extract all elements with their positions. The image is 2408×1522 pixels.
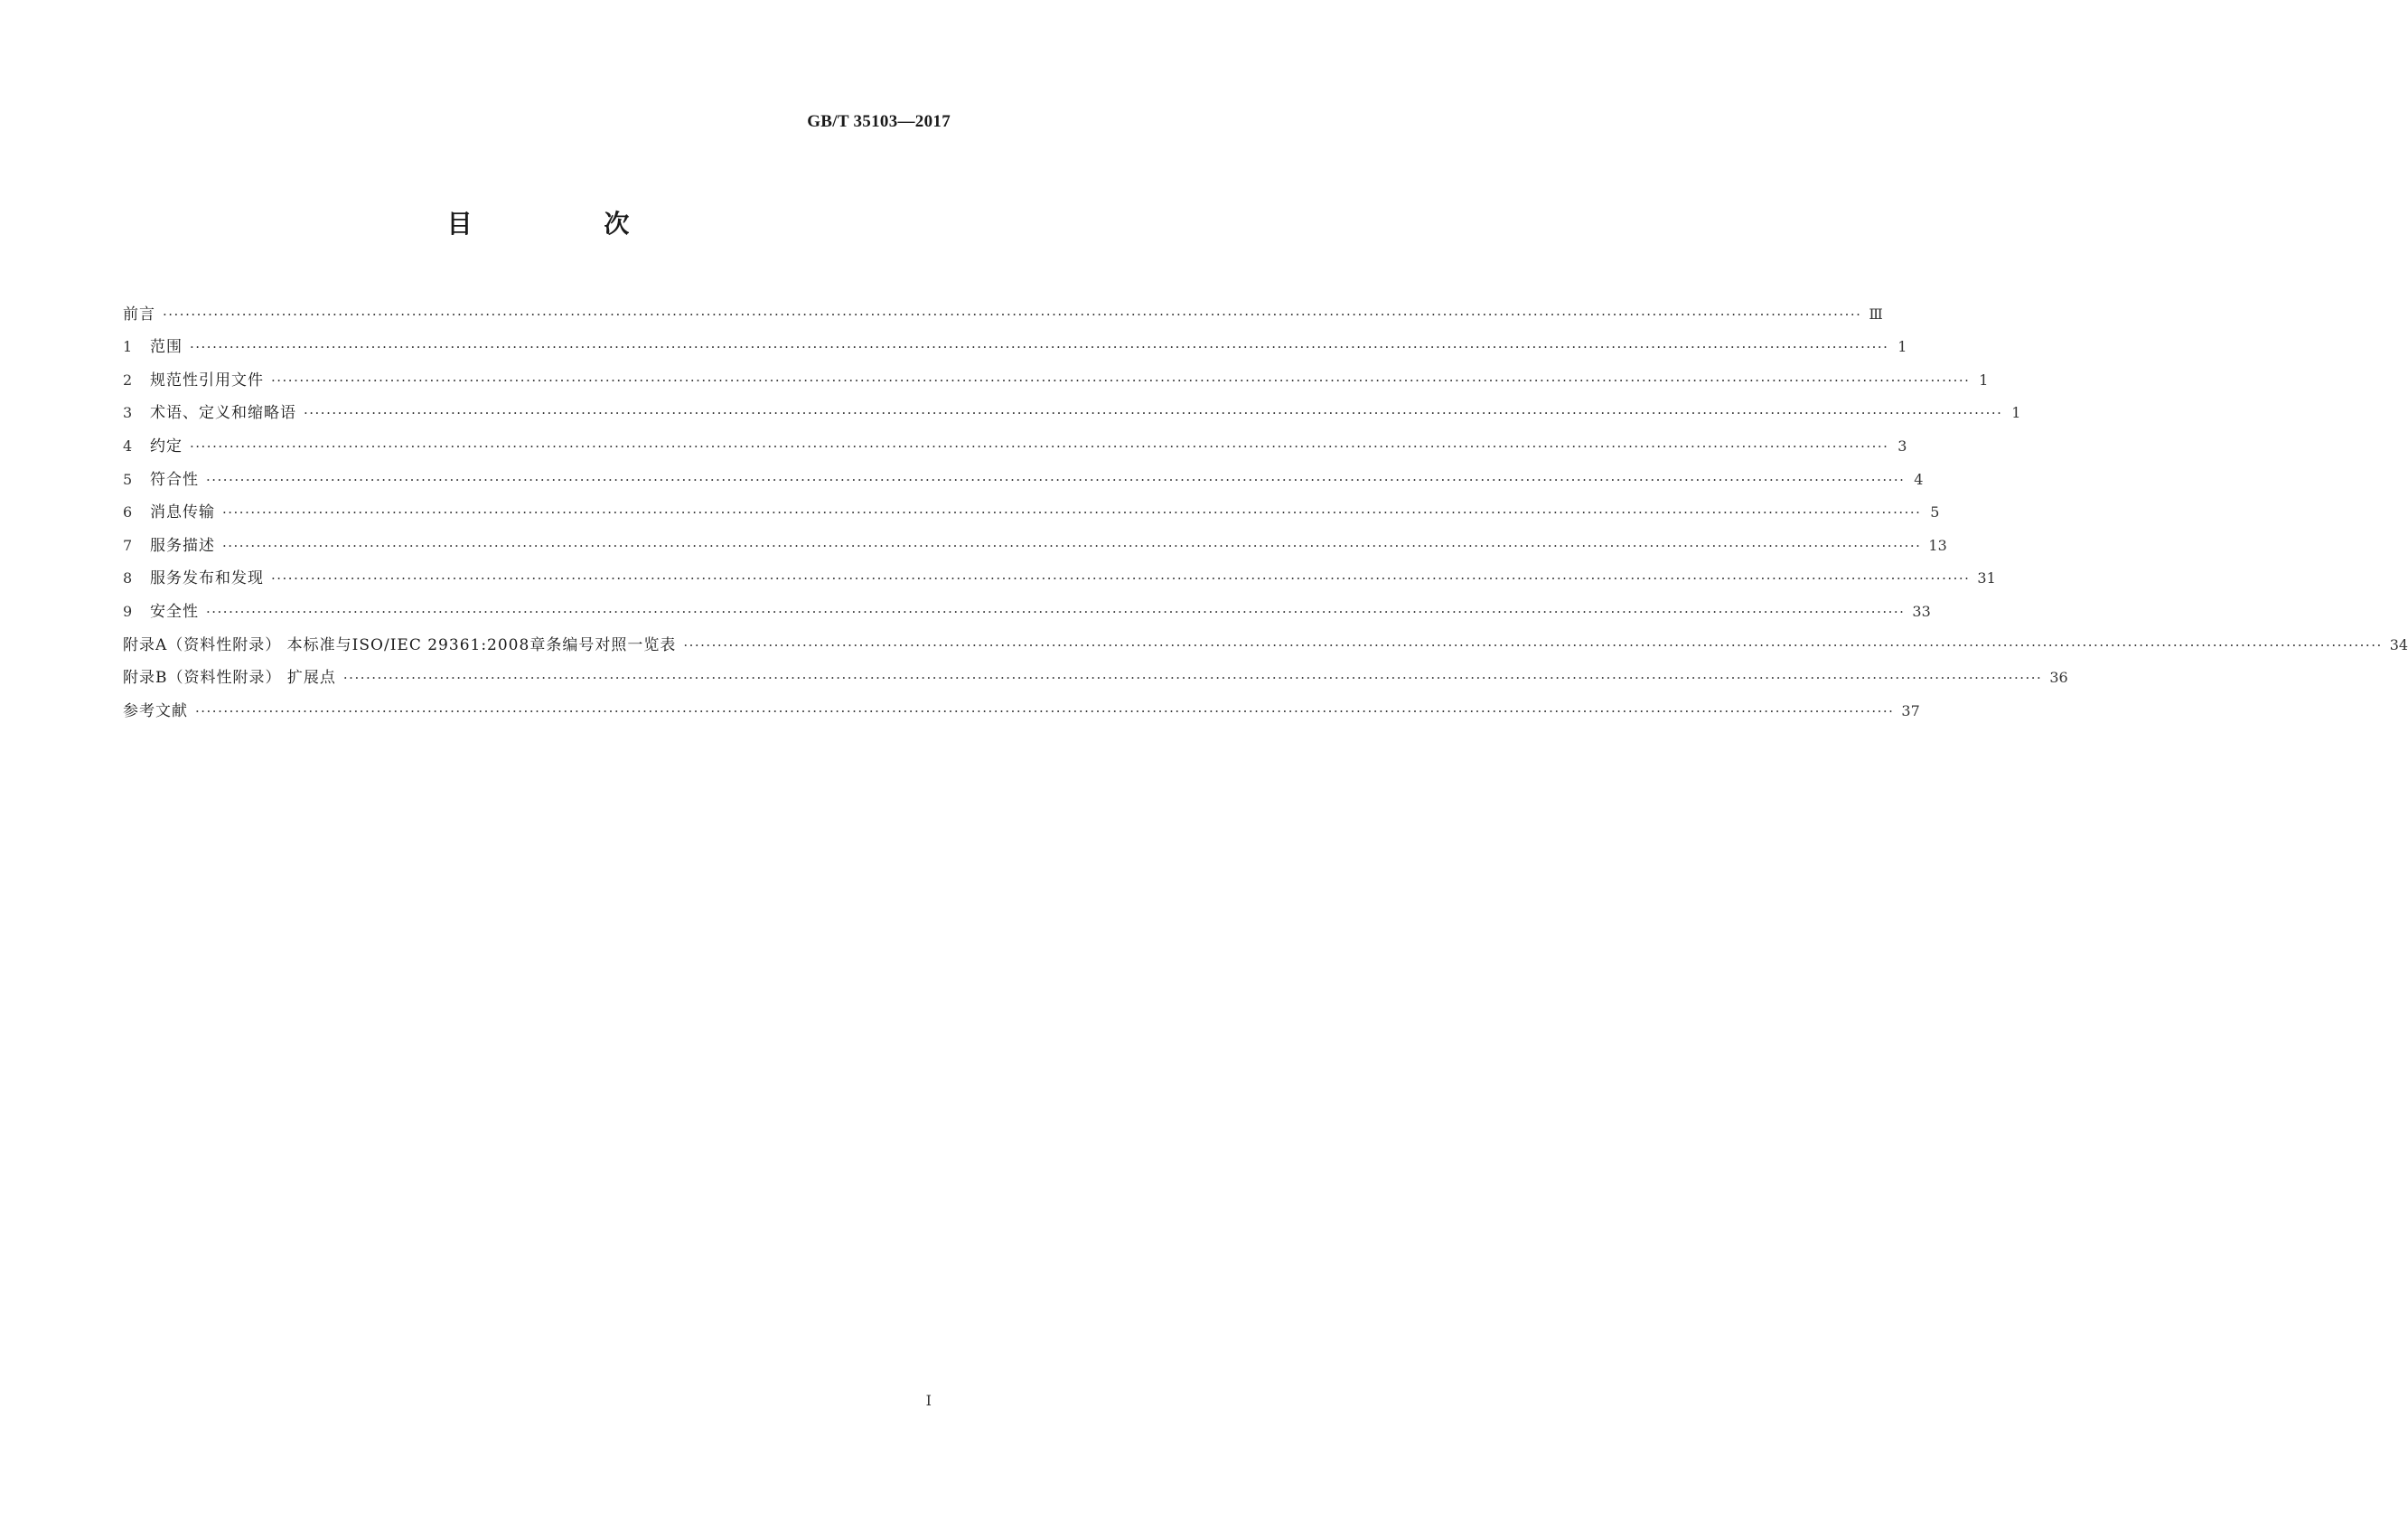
- toc-entry[interactable]: [123, 490, 1940, 523]
- toc-entry-label: [123, 403, 296, 423]
- toc-entry-label: [123, 602, 199, 622]
- toc-entry-title: 消息传输: [150, 503, 215, 522]
- toc-entry[interactable]: [123, 456, 1924, 490]
- toc-entry-label: [123, 470, 199, 490]
- dot-leader: ············································································································································································································································································································: [163, 305, 1862, 323]
- toc-entry-title: 安全性: [150, 602, 199, 621]
- toc-entry-title: 符合性: [150, 470, 199, 489]
- dot-leader: ············································································································································································································································································································: [195, 702, 1895, 719]
- toc-entry[interactable]: [123, 423, 1907, 456]
- toc-entry[interactable]: [123, 655, 2068, 689]
- dot-leader: ············································································································································································································································································································: [342, 670, 2043, 687]
- toc-entry-page: 34: [2389, 635, 2408, 653]
- toc-entry-number: 6: [123, 503, 133, 521]
- toc-entry-label: [123, 536, 215, 556]
- toc-entry-label: [123, 503, 215, 522]
- toc-entry-title: 术语、定义和缩略语: [150, 404, 296, 423]
- toc-entry[interactable]: [123, 291, 1883, 324]
- toc-entry-page: Ⅲ: [1869, 305, 1883, 323]
- dot-leader: ············································································································································································································································································································: [206, 603, 1906, 620]
- toc-entry-page: 37: [1901, 701, 1920, 719]
- toc-entry-page: 33: [1912, 602, 1931, 620]
- toc-entry-title: 规范性引用文件: [150, 371, 264, 390]
- toc-entry-label: [123, 305, 155, 324]
- toc-entry-title: 附录A（资料性附录） 本标准与ISO/IEC 29361:2008章条编号对照一览表: [123, 635, 677, 654]
- toc-entry-label: [123, 337, 183, 357]
- toc-entry-number: 5: [123, 470, 133, 488]
- toc-entry-title: 服务描述: [150, 536, 215, 555]
- toc-entry[interactable]: [123, 688, 1920, 721]
- dot-leader: ············································································································································································································································································································: [222, 504, 1922, 521]
- toc-entry[interactable]: [123, 390, 2021, 424]
- toc-entry-page: 4: [1914, 470, 1924, 488]
- dot-leader: ············································································································································································································································································································: [683, 636, 2383, 653]
- toc-entry-page: 1: [1979, 371, 1989, 389]
- toc-entry-label: [123, 668, 336, 688]
- toc-entry-page: 13: [1928, 536, 1947, 554]
- toc-entry-page: 1: [2011, 404, 2021, 422]
- dot-leader: ············································································································································································································································································································: [190, 339, 1889, 356]
- toc-entry-page: 3: [1897, 437, 1907, 455]
- page-number: I: [925, 1392, 932, 1409]
- toc-entry[interactable]: [123, 357, 1989, 390]
- standard-number: GB/T 35103—2017: [807, 112, 951, 131]
- toc-entry-number: 4: [123, 437, 133, 455]
- dot-leader: ············································································································································································································································································································: [271, 371, 1971, 389]
- toc-entry-page: 5: [1930, 503, 1940, 521]
- toc-entry-title: 附录B（资料性附录） 扩展点: [123, 669, 336, 688]
- toc-entry-label: [123, 701, 188, 721]
- toc-entry[interactable]: [123, 522, 1947, 556]
- toc-entry[interactable]: [123, 556, 1996, 589]
- toc-entry-title: 前言: [123, 305, 155, 324]
- toc-entry-title: 服务发布和发现: [150, 569, 264, 588]
- toc-entry-number: 3: [123, 404, 133, 422]
- dot-leader: ············································································································································································································································································································: [206, 471, 1906, 488]
- dot-leader: ············································································································································································································································································································: [190, 437, 1889, 455]
- toc-entry-title: 参考文献: [123, 701, 188, 720]
- toc-entry[interactable]: [123, 588, 1931, 622]
- toc-entry-number: 9: [123, 602, 133, 620]
- toc-entry-label: [123, 371, 264, 390]
- toc-entry-page: 36: [2049, 669, 2068, 687]
- toc-entry-label: [123, 635, 676, 655]
- toc-entry[interactable]: [123, 324, 1907, 358]
- toc-entry-title: 范围: [150, 338, 183, 357]
- toc-entry-label: [123, 437, 183, 456]
- table-of-contents: [123, 291, 2408, 721]
- toc-entry-number: 7: [123, 536, 133, 554]
- dot-leader: ············································································································································································································································································································: [304, 405, 2003, 422]
- page-title: 目 次: [446, 209, 691, 239]
- toc-entry[interactable]: [123, 622, 2408, 655]
- dot-leader: ············································································································································································································································································································: [222, 537, 1922, 554]
- toc-entry-number: 8: [123, 569, 133, 587]
- toc-entry-page: 31: [1977, 569, 1996, 587]
- dot-leader: ············································································································································································································································································································: [271, 570, 1971, 587]
- toc-entry-page: 1: [1897, 338, 1907, 356]
- toc-entry-number: 1: [123, 338, 133, 356]
- toc-entry-number: 2: [123, 371, 133, 389]
- toc-entry-title: 约定: [150, 437, 183, 456]
- toc-entry-label: [123, 568, 264, 588]
